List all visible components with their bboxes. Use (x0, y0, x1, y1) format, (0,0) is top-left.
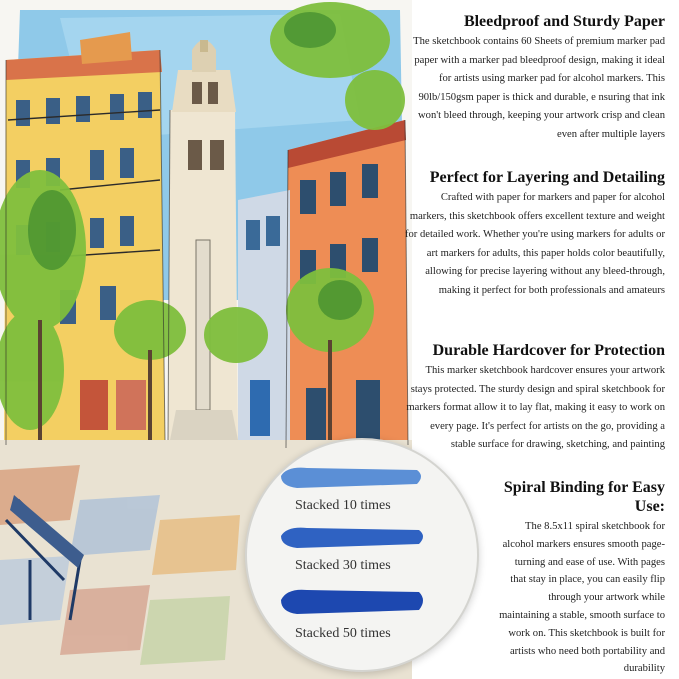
feature-block-spiral (497, 478, 665, 678)
feature-title: Bleedproof and Sturdy Paper (463, 13, 665, 30)
swatch-stroke-30 (277, 522, 427, 552)
feature-title: Durable Hardcover for Protection (432, 342, 665, 359)
swatch-label: Stacked 10 times (295, 498, 391, 513)
feature-body: The sketchbook contains 60 Sheets of premium marker pad paper with a marker pad bleedproof design, making it ideal for artists using marker pad for alcohol markers. This 90lb/150gsm paper is thick and durable, e nsuring that ink won't bleed through, keeping your artwork crisp and clean even after multiple layers (413, 36, 665, 140)
stacking-swatch-lens (245, 438, 479, 672)
feature-body: The 8.5x11 spiral sketchbook for alcohol markers ensures smooth page-turning and ease of use. With pages that stay in place, you can easily flip through your artwork while maintaining a stable, smooth surface to work on. This sketchbook is built for artists who need both portability and durability (499, 521, 665, 675)
feature-block-hardcover (403, 341, 665, 455)
feature-body: Crafted with paper for markers and paper for alcohol markers, this sketchbook offers excellent texture and weight for detailed work. Whether you're using markers for adults or art markers for adults, this paper holds color beautifully, allowing for precise layering without any bleed-through, making it perfect for both professionals and amateurs (404, 192, 665, 296)
swatch-stroke-50 (277, 584, 427, 618)
swatch-label: Stacked 50 times (295, 626, 391, 641)
feature-title: Perfect for Layering and Detailing (429, 169, 665, 186)
feature-block-bleedproof (403, 12, 665, 145)
feature-title: Spiral Binding for Easy Use: (503, 479, 665, 515)
feature-body: This marker sketchbook hardcover ensures your artwork stays protected. The sturdy design and spiral sketchbook for markers format allow it to lay flat, making it easy to work on every page. It's perfect for artists on the go, providing a stable surface for drawing, sketching, and painting (406, 365, 665, 451)
feature-block-layering (403, 168, 665, 301)
swatch-stroke-10 (277, 462, 427, 492)
swatch-label: Stacked 30 times (295, 558, 391, 573)
